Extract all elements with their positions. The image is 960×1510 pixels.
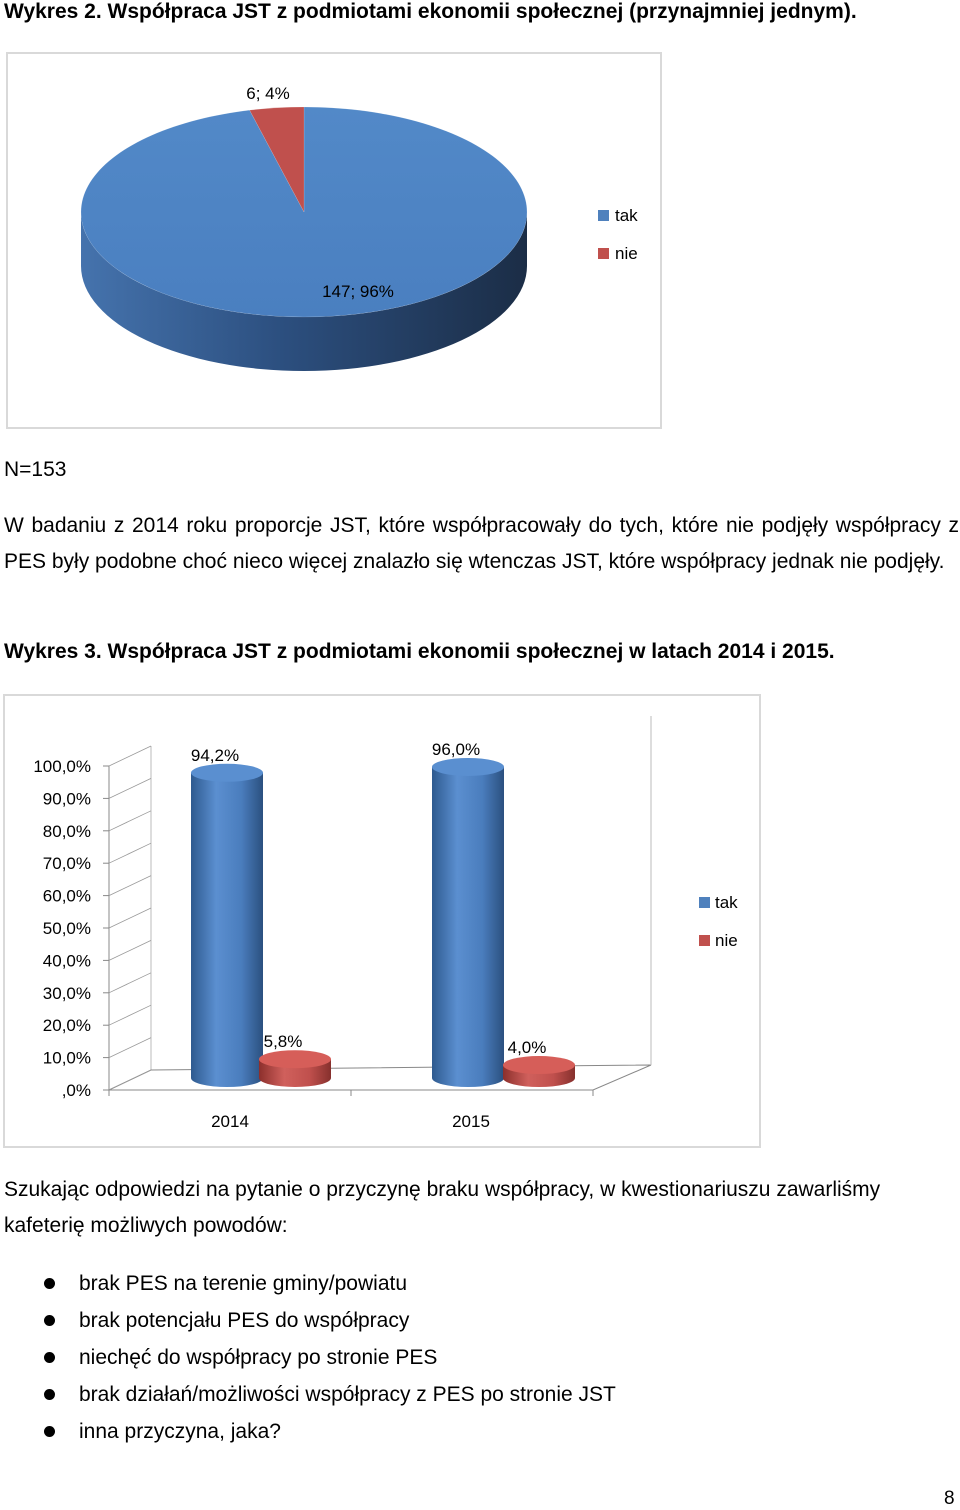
bar-tak-2015 [432, 767, 504, 1087]
y-tick-label: 10,0% [42, 1048, 91, 1068]
list-item-text: inna przyczyna, jaka? [79, 1420, 281, 1443]
data-label-nie-2015: 4,0% [507, 1038, 547, 1058]
list-item [4, 1376, 616, 1413]
legend-swatch-nie [699, 935, 710, 946]
legend-label-nie: nie [615, 244, 638, 263]
list-item [4, 1339, 616, 1376]
bar-chart [5, 696, 759, 1146]
pie-chart [8, 54, 660, 427]
y-tick-label: 40,0% [42, 951, 91, 971]
x-tick-label-2015: 2015 [452, 1112, 490, 1131]
legend-swatch-tak [699, 897, 710, 908]
bar-chart-frame [3, 694, 761, 1148]
bullet-icon [44, 1389, 55, 1400]
y-tick-label: 60,0% [42, 886, 91, 906]
bullet-icon [44, 1315, 55, 1326]
bar-tak-2014 [191, 773, 263, 1087]
pie-data-label-nie: 6; 4% [246, 84, 290, 103]
y-tick-label: 50,0% [42, 919, 91, 938]
figure2-heading: Wykres 2. Współpraca JST z podmiotami ekonomii społecznej (przynajmniej jednym). [4, 0, 857, 23]
data-label-nie-2014: 5,8% [263, 1032, 303, 1052]
data-label-tak-2014: 94,2% [190, 745, 240, 765]
legend-label-nie: nie [715, 931, 738, 950]
legend-label-tak: tak [615, 206, 638, 225]
sample-size-note: N=153 [4, 458, 67, 481]
list-item [4, 1265, 616, 1302]
page-number: 8 [944, 1488, 955, 1509]
bullet-icon [44, 1352, 55, 1363]
list-item-text: brak PES na terenie gminy/powiatu [79, 1272, 408, 1295]
y-tick-label: 30,0% [42, 983, 91, 1003]
data-label-tak-2015: 96,0% [431, 739, 481, 759]
bullet-icon [44, 1278, 55, 1289]
y-tick-label: 20,0% [42, 1016, 91, 1036]
figure3-heading: Wykres 3. Współpraca JST z podmiotami ekonomii społecznej w latach 2014 i 2015. [4, 640, 835, 663]
list-item-text: brak działań/możliwości współpracy z PES po stronie JST [79, 1383, 616, 1406]
paragraph-reasons-intro: Szukając odpowiedzi na pytanie o przyczynę braku współpracy, w kwestionariuszu zawarliśmy kafeterię możliwych powodów: [4, 1178, 881, 1237]
x-tick-label-2014: 2014 [211, 1112, 249, 1131]
list-item [4, 1302, 616, 1339]
pie-data-label-tak: 147; 96% [322, 282, 394, 301]
legend-label-tak: tak [715, 893, 738, 912]
paragraph-2014-comparison: W badaniu z 2014 roku proporcje JST, które współpracowały do tych, które nie podjęły współpracy z PES były podobne choć nieco więcej znalazło się wtenczas JST, które współpracy jednak nie podjęły. [4, 514, 959, 573]
y-tick-label: 100,0% [33, 757, 91, 776]
reasons-list [4, 1265, 616, 1450]
bar-cap-nie-2015 [503, 1056, 575, 1074]
pie-chart-frame [6, 52, 662, 429]
list-item [4, 1413, 616, 1450]
list-item-text: niechęć do współpracy po stronie PES [79, 1346, 438, 1369]
bullet-icon [44, 1426, 55, 1437]
y-tick-label: 90,0% [42, 789, 91, 809]
bar-cap-nie-2014 [259, 1050, 331, 1068]
y-tick-label: ,0% [61, 1081, 91, 1100]
bar-cap-tak-2015 [432, 758, 504, 776]
legend-swatch-tak [598, 210, 609, 221]
list-item-text: brak potencjału PES do współpracy [79, 1309, 410, 1332]
bar-cap-tak-2014 [191, 764, 263, 782]
y-tick-label: 80,0% [42, 821, 91, 841]
legend-swatch-nie [598, 248, 609, 259]
y-tick-label: 70,0% [42, 854, 91, 874]
